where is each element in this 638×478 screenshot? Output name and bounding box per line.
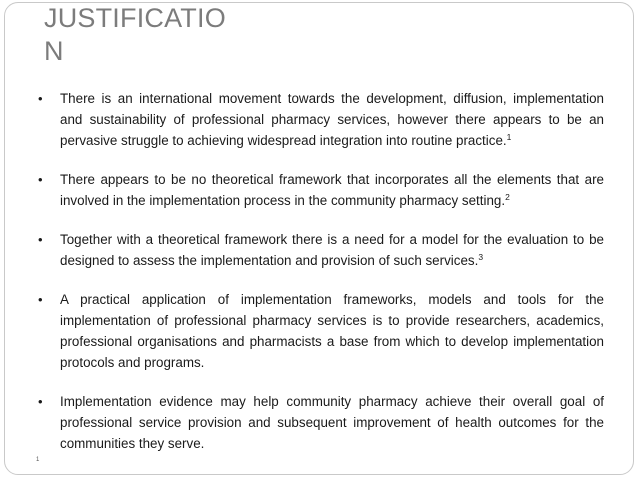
bullet-list xyxy=(38,88,604,472)
slide-title-line-1: JUSTIFICATIO xyxy=(44,3,226,33)
bullet-marker-icon: • xyxy=(38,394,43,409)
bullet-marker-icon: • xyxy=(38,91,43,106)
bullet-item xyxy=(38,229,604,271)
bullet-item xyxy=(38,169,604,211)
bullet-item xyxy=(38,88,604,151)
bullet-marker-icon: • xyxy=(38,292,43,307)
bullet-item xyxy=(38,289,604,373)
bullet-marker-icon: • xyxy=(38,232,43,247)
reference-superscript: 2 xyxy=(505,192,510,202)
reference-superscript: 3 xyxy=(478,252,484,262)
reference-superscript: 1 xyxy=(506,132,512,142)
bullet-text: There appears to be no theoretical framework that incorporates all the elements that are involved in the implementation process in the community pharmacy setting. xyxy=(60,172,604,208)
bullet-text: Together with a theoretical framework there is a need for a model for the evaluation to be designed to assess the implementation and provision of such services. xyxy=(60,232,604,268)
page-number: 1 xyxy=(36,457,40,463)
slide-title-line-2: N xyxy=(44,36,64,66)
bullet-item xyxy=(38,391,604,454)
bullet-text: There is an international movement towards the development, diffusion, implementation and sustainability of professional pharmacy services, however there appears to be an pervasive struggle to achieving widespread integration into routine practice. xyxy=(60,91,604,148)
bullet-marker-icon: • xyxy=(38,172,43,187)
slide-title xyxy=(44,2,244,68)
bullet-text: Implementation evidence may help community pharmacy achieve their overall goal of professional service provision and subsequent improvement of health outcomes for the communities they serve. xyxy=(60,394,604,451)
bullet-text: A practical application of implementation frameworks, models and tools for the implementation of professional pharmacy services is to provide researchers, academics, professional organisations and pharmacists a base from which to develop implementation protocols and programs. xyxy=(60,292,604,370)
